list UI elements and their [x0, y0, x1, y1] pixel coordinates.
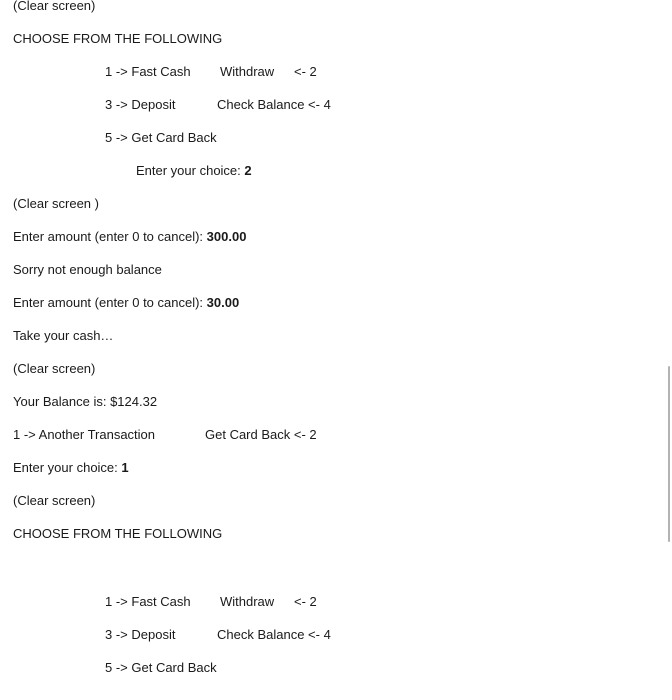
clear-screen-text: (Clear screen )	[13, 196, 99, 211]
amount-prompt	[13, 295, 239, 311]
menu-option-check-balance: Check Balance <- 4	[217, 97, 331, 112]
choice-prompt-label: Enter your choice:	[13, 460, 122, 475]
option-get-card-back: Get Card Back <- 2	[205, 427, 317, 442]
amount-prompt	[13, 229, 246, 245]
option-another-transaction: 1 -> Another Transaction	[13, 427, 156, 442]
balance-display: Your Balance is: $124.32	[13, 394, 158, 409]
insufficient-balance-message: Sorry not enough balance	[13, 262, 162, 277]
menu-option-get-card-back: 5 -> Get Card Back	[105, 660, 217, 675]
menu-option-fast-cash: 1 -> Fast Cash	[105, 64, 191, 79]
amount-prompt-value: 300.00	[206, 229, 247, 244]
menu-option-withdraw-number: <- 2	[294, 594, 317, 609]
menu-heading: CHOOSE FROM THE FOLLOWING	[13, 31, 223, 46]
clear-screen-text: (Clear screen)	[13, 493, 96, 508]
choice-prompt-value: 2	[244, 163, 252, 178]
amount-prompt-value: 30.00	[206, 295, 240, 310]
menu-option-deposit: 3 -> Deposit	[105, 627, 176, 642]
amount-prompt-label: Enter amount (enter 0 to cancel):	[13, 229, 207, 244]
take-cash-message: Take your cash…	[13, 328, 114, 343]
menu-option-withdraw: Withdraw	[220, 594, 275, 609]
menu-option-get-card-back: 5 -> Get Card Back	[105, 130, 217, 145]
menu-option-withdraw: Withdraw	[220, 64, 275, 79]
clear-screen-text: (Clear screen)	[13, 361, 96, 376]
choice-prompt-label: Enter your choice:	[136, 163, 245, 178]
menu-option-fast-cash: 1 -> Fast Cash	[105, 594, 191, 609]
vertical-scrollbar[interactable]	[668, 366, 670, 542]
amount-prompt-label: Enter amount (enter 0 to cancel):	[13, 295, 207, 310]
menu-heading: CHOOSE FROM THE FOLLOWING	[13, 526, 223, 541]
choice-prompt	[136, 163, 252, 179]
menu-option-withdraw-number: <- 2	[294, 64, 317, 79]
menu-option-deposit: 3 -> Deposit	[105, 97, 176, 112]
menu-option-check-balance: Check Balance <- 4	[217, 627, 331, 642]
choice-prompt-value: 1	[121, 460, 129, 475]
choice-prompt	[13, 460, 129, 476]
clear-screen-text: (Clear screen)	[13, 0, 96, 13]
